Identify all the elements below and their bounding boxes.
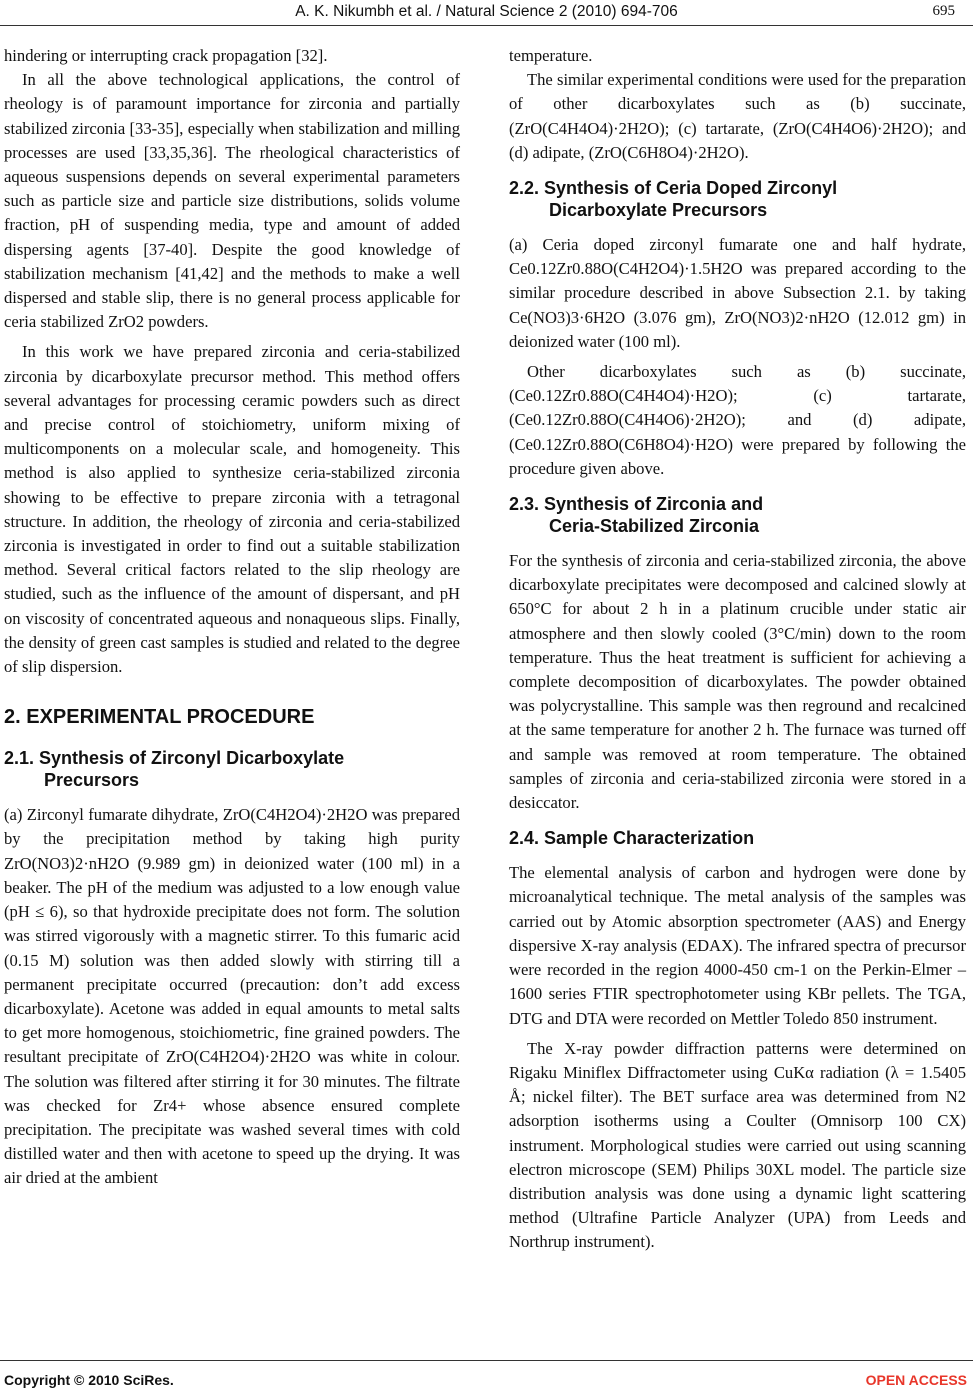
subsection-heading-2-2 <box>509 177 966 221</box>
left-column <box>4 44 460 1191</box>
heading-line: Ceria-Stabilized Zirconia <box>549 516 760 537</box>
paragraph: The elemental analysis of carbon and hydrogen were done by microanalytical technique. The metal analysis of the samples was carried out by Atomic absorption spectrometer (AAS) and Energy dispersive X-ray analysis (EDAX). The infrared spectra of precursor were recorded in the region 4000-450 cm-1 on the Perkin-Elmer – 1600 series FTIR spectrophotometer using KBr pellets. The TGA, DTG and DTA were recorded on Mettler Toledo 850 instrument. <box>509 863 966 1028</box>
paragraph: temperature. <box>509 46 593 65</box>
running-head: A. K. Nikumbh et al. / Natural Science 2 (2010) 694-706 <box>295 3 678 20</box>
paragraph: Other dicarboxylates such as (b) succinate, (Ce0.12Zr0.88O(C4H4O4)·H2O); (c) tartarate, (Ce0.12Zr0.88O(C4H4O6)·2H2O); and (d) adipate, (Ce0.12Zr0.88O(C6H8O4)·H2O) were prepared by following the procedure given above. <box>509 362 966 478</box>
paragraph: hindering or interrupting crack propagation [32]. <box>4 46 328 65</box>
paragraph: (a) Ceria doped zirconyl fumarate one and half hydrate, Ce0.12Zr0.88O(C4H2O4)·1.5H2O was prepared according to the similar procedure described in above Subsection 2.1. by taking Ce(NO3)3·6H2O (3.076 gm), ZrO(NO3)2·nH2O (12.012 gm) in deionized water (100 ml). <box>509 235 966 351</box>
page-header <box>0 0 973 28</box>
subsection-heading-2-4: 2.4. Sample Characterization <box>509 828 755 849</box>
page-footer <box>0 1360 973 1389</box>
paragraph: (a) Zirconyl fumarate dihydrate, ZrO(C4H2O4)·2H2O was prepared by the precipitation method by taking high purity ZrO(NO3)2·nH2O (9.989 gm) in deionized water (100 ml) in a beaker. The pH of the medium was adjusted to a low enough value (pH ≤ 6), so that hydroxide precipitate does not form. The solution was stirred vigorously with a magnetic stirrer. To this fumaric acid (0.15 M) solution was then added slowly with stirring till a permanent precipitate occurred (precaution: don’t add excess dicarboxylate). Acetone was added in equal amounts to metal salts to get more homogenous, stoichiometric, fine grained powders. The resultant precipitate of ZrO(C4H2O4)·2H2O was white in colour. The solution was filtered after stirring it for 30 minutes. The filtrate was checked for Zr4+ whose absence ensured complete precipitation. The precipitate was washed several times with cold distilled water and then with acetone to speed up the drying. It was air dried at the ambient <box>4 805 460 1188</box>
section-heading: 2. EXPERIMENTAL PROCEDURE <box>4 706 315 729</box>
copyright-notice: Copyright © 2010 SciRes. <box>4 1372 174 1388</box>
paragraph: In all the above technological applications, the control of rheology is of paramount importance for zirconia and partially stabilized zirconia [33-35], especially when stabilization and milling processes are used [33,35,36]. The rheological characteristics of aqueous suspensions depends on several experimental parameters such as particle size and particle size distributions, solids volume fraction, pH of suspending media, type and amount of added dispersing agents [37-40]. Despite the good knowledge of stabilization mechanism [41,42] and the methods to make a well dispersed and stable slip, there is no general process applicable for ceria stabilized ZrO2 powders. <box>4 70 460 332</box>
heading-line: Precursors <box>44 770 140 791</box>
heading-line: Dicarboxylate Precursors <box>549 200 768 221</box>
heading-line: 2.2. Synthesis of Ceria Doped Zirconyl <box>509 178 838 199</box>
paragraph: The similar experimental conditions were used for the preparation of other dicarboxylates such as (b) succinate, (ZrO(C4H4O4)·2H2O); (c) tartarate, (ZrO(C4H4O6)·2H2O); and (d) adipate, (ZrO(C6H8O4)·2H2O). <box>509 70 966 162</box>
subsection-heading-2-1 <box>4 747 460 791</box>
subsection-heading-2-3 <box>509 493 966 537</box>
page-number: 695 <box>932 3 955 19</box>
paragraph: For the synthesis of zirconia and ceria-stabilized zirconia, the above dicarboxylate precipitates were decomposed and calcined slowly at 650°C for about 2 h in a platinum crucible under static air atmosphere and then slowly cooled (3°C/min) down to the room temperature. Thus the heat treatment is sufficient for achieving a complete decomposition of dicarboxylates. The powder obtained was polycrystalline. This sample was then reground and recalcined at the same temperature for another 2 h. The furnace was turned off and sample was removed at room temperature. The obtained samples of zirconia and ceria-stabilized zirconia were stored in a desiccator. <box>509 551 966 813</box>
heading-line: 2.3. Synthesis of Zirconia and <box>509 494 764 515</box>
paragraph: The X-ray powder diffraction patterns were determined on Rigaku Miniflex Diffractometer using CuKα radiation (λ = 1.5405 Å; nickel filter). The BET surface area was determined from N2 adsorption isotherms using a Coulter (Omnisorp 100 CX) instrument. Morphological studies were carried out using scanning electron microscope (SEM) Philips 30XL model. The particle size distribution analysis was done using a dynamic light scattering method (Ultrafine Particle Analyzer (UPA) from Leeds and Northrup instrument). <box>509 1038 966 1252</box>
footer-rule <box>0 1360 973 1361</box>
header-rule <box>0 25 973 26</box>
heading-line: 2.1. Synthesis of Zirconyl Dicarboxylate <box>4 748 345 769</box>
open-access-label: OPEN ACCESS <box>865 1372 967 1388</box>
paragraph: In this work we have prepared zirconia and ceria-stabilized zirconia by dicarboxylate precursor method. This method offers several advantages for processing ceramic powders such as direct and precise control of stoichiometry, uniform mixing of multicomponents on a molecular scale, and homogeneity. This method is also applied to synthesize ceria-stabilized zirconia showing to be effective to prepare zirconia with a tetragonal structure. In addition, the rheology of zirconia and ceria-stabilized zirconia is investigated in order to find out a suitable stabilization method. Several critical factors related to the slip rheology are studied, such as the influence of the amount of dispersant, and pH on viscosity of concentrated aqueous and nonaqueous slips. Finally, the density of green cast samples is studied and related to the degree of slip dispersion. <box>4 342 460 677</box>
right-column <box>509 44 966 1255</box>
